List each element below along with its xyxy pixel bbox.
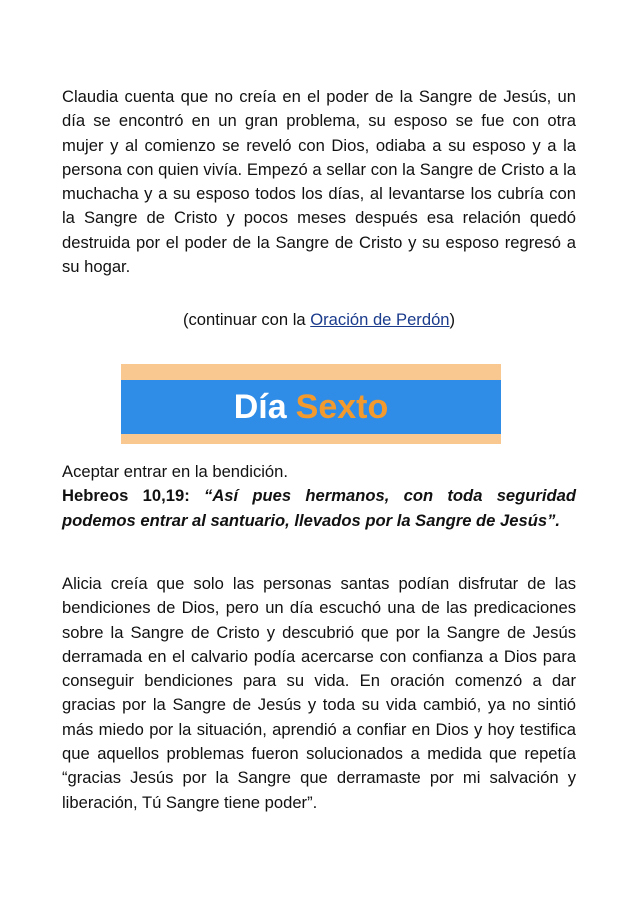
continue-note xyxy=(62,308,576,332)
day-banner-inner xyxy=(121,380,501,434)
day-banner-word-dia: Día xyxy=(233,388,287,426)
verse-reference: Hebreos 10,19: xyxy=(62,486,205,506)
day-six-intro xyxy=(62,460,576,533)
story-paragraph-alicia: Alicia creía que solo las personas santas podían disfrutar de las bendiciones de Dios, pero un día escuchó una de las predicaciones sobre la Sangre de Cristo y descubrió que por la Sangre de Jesús derramada en el calvario podía acercarse con confianza a Dios para conseguir bendiciones para su vida. En oración comenzó a dar gracias por la Sangre de Jesús y toda su vida cambió, ya no sintió más miedo por la situación, aprendió a confiar en Dios y hoy testifica que aquellos problemas fueron solucionados a medida que repetía “gracias Jesús por la Sangre que derramaste por mi salvación y liberación, Tú Sangre tiene poder”. xyxy=(62,574,576,812)
oracion-de-perdon-link[interactable]: Oración de Perdón xyxy=(310,310,450,329)
day-banner xyxy=(121,364,501,444)
day-six-theme: Aceptar entrar en la bendición. xyxy=(62,462,289,481)
day-banner-word-sexto: Sexto xyxy=(295,388,389,426)
continue-prefix: (continuar con la xyxy=(182,310,311,329)
story-paragraph-claudia: Claudia cuenta que no creía en el poder de la Sangre de Jesús, un día se encontró en un gran problema, su esposo se fue con otra mujer y al comienzo se reveló con Dios, odiaba a su esposo y a la persona con quien vivía. Empezó a sellar con la Sangre de Cristo a la muchacha y a su esposo todos los días, al levantarse los cubría con la Sangre de Cristo y pocos meses después esa relación quedó destruida por el poder de la Sangre de Cristo y su esposo regresó a su hogar. xyxy=(62,87,576,277)
verse-quote: “Así pues hermanos, con toda seguridad podemos entrar al santuario, llevados por la Sangre de Jesús”. xyxy=(62,486,576,530)
continue-suffix: ) xyxy=(449,310,456,329)
bible-verse xyxy=(62,484,576,533)
